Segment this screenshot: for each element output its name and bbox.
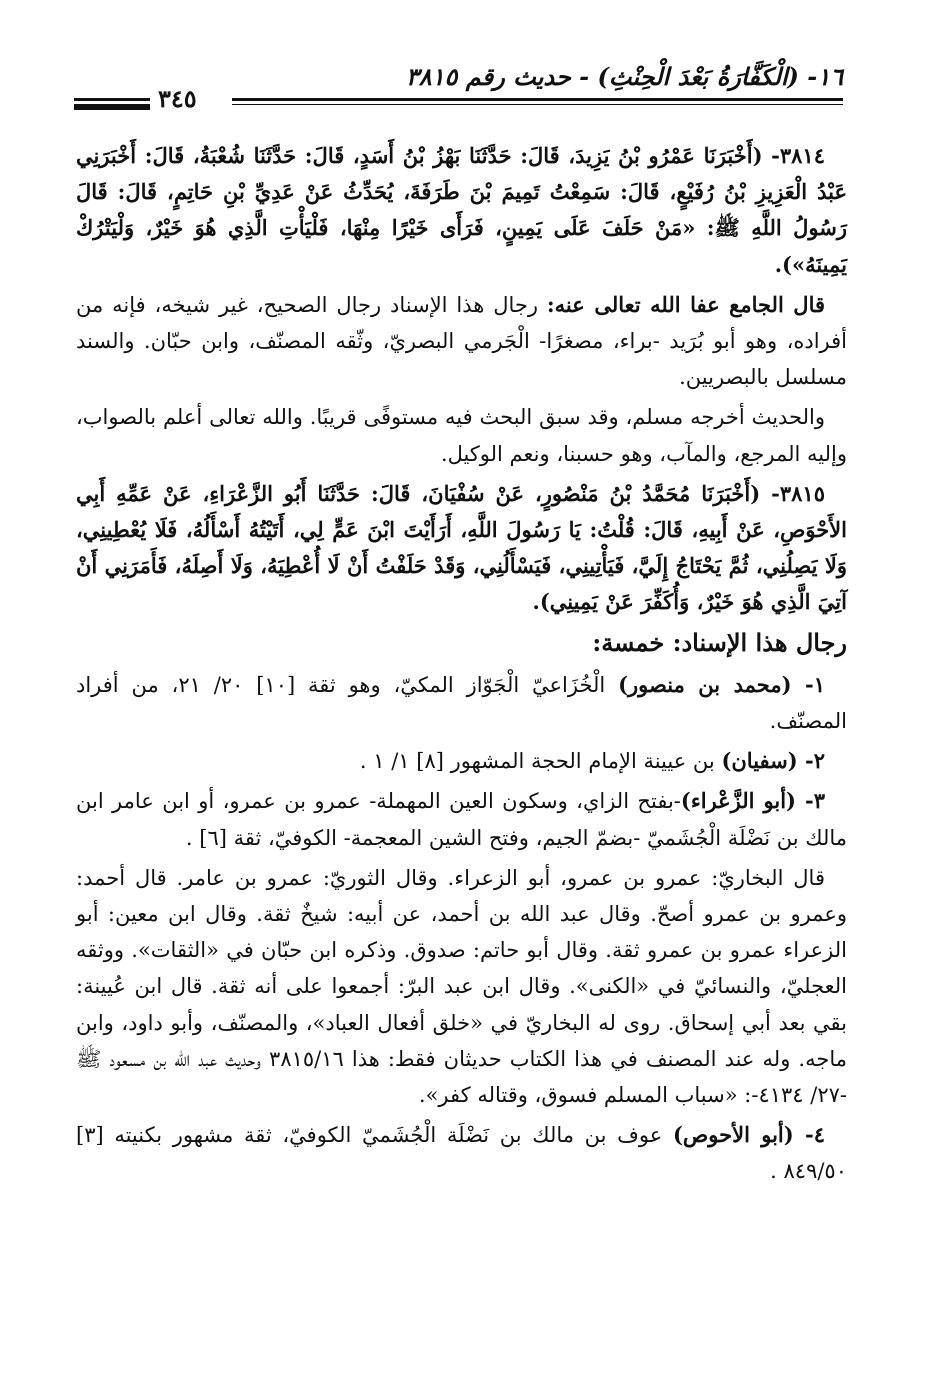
narrator-3-name: ٣- (أبو الزَّعْراء)	[680, 788, 825, 814]
narrator-1	[76, 667, 847, 739]
narrator-2-name: ٢- (سفيان)	[721, 748, 825, 774]
narrator-3-notes: قال البخاريّ: عمرو بن عمرو، أبو الزعراء. وقال الثوريّ: عمرو بن عامر. قال أحمد: وعمرو بن عمرو أصحّ. وقال عبد الله بن أحمد، عن أبيه: شيخٌ ثقة. وقال ابن معين: أبو الزعراء عمرو بن عمرو ثقة. وقال أبو حاتم: صدوق. وذكره ابن حبّان في «الثقات». ووثقه العجليّ، والنسائيّ في «الكنى». وقال ابن عبد البرّ: أجمعوا على أنه ثقة. قال ابن عُيينة: بقي بعد أبي إسحاق. روى له البخاريّ في «خلق أفعال العباد»، والمصنّف، وأبو داود، وابن ماجه. وله عند المصنف في هذا الكتاب حديثان فقط: هذا ٣٨١٥/١٦ وحديث عبد الله بن مسعود ﷺ -٢٧/ ٤١٣٤-: «سباب المسلم فسوق، وقتاله كفر».	[76, 865, 847, 1108]
commentary-text: رجال هذا الإسناد رجال الصحيح، غير شيخه، فإنه من أفراده، وهو أبو بُرَيد -براء، مصغرًا- الْجَرمي البصريّ، وثّقه المصنّف، وابن حبّان. والسند مسلسل بالبصريين.	[76, 292, 847, 390]
narrator-4-text: عوف بن مالك بن نَضْلَة الْجُشَميّ الكوفيّ، ثقة مشهور بكنيته [٣] ٨٤٩/٥٠ .	[76, 1123, 847, 1184]
narrator-2	[76, 743, 847, 779]
narrator-1-text: الْخُزَاعيّ الْجَوّاز المكيّ، وهو ثقة [١٠] ٢٠/ ٢١، من أفراد المصنّف.	[76, 672, 847, 734]
narrator-4	[76, 1117, 847, 1189]
hadith-3815: ٣٨١٥- (أَخْبَرَنَا مُحَمَّدُ بْنُ مَنْصُورٍ، عَنْ سُفْيَانَ، قَالَ: حَدَّثَنَا أَبُو الزَّعْرَاءِ، عَنْ عَمِّهِ أَبِي الأَحْوَصِ، عَنْ أَبِيهِ، قَالَ: قُلْتُ: يَا رَسُولَ اللَّهِ، أَرَأَيْتَ ابْنَ عَمٍّ لِي، أَتَيْتُهُ أَسْأَلُهُ، فَلَا يُعْطِينِي، وَلَا يَصِلُنِي، ثُمَّ يَحْتَاجُ إِلَيَّ، فَيَأْتِينِي، فَيَسْأَلُنِي، وَقَدْ حَلَفْتُ أَنْ لَا أُعْطِيَهُ، وَلَا أَصِلَهُ، فَأَمَرَنِي أَنْ آتِيَ الَّذِي هُوَ خَيْرٌ، وَأُكَفِّرَ عَنْ يَمِينِي).	[76, 480, 847, 615]
commentary-lead: قال الجامع عفا الله تعالى عنه:	[546, 291, 826, 317]
hadith-3814: ٣٨١٤- (أَخْبَرَنَا عَمْرُو بْنُ يَزِيدَ، قَالَ: حَدَّثَنَا بَهْزُ بْنُ أَسَدٍ، قَالَ: حَدَّثَنَا شُعْبَةُ، قَالَ: أَخْبَرَنِي عَبْدُ الْعَزِيزِ بْنُ رُفَيْعٍ، قَالَ: سَمِعْتُ تَمِيمَ بْنَ طَرَفَةَ، يُحَدِّثُ عَنْ عَدِيِّ بْنِ حَاتِمٍ، قَالَ: قَالَ رَسُولُ اللَّهِ ﷺ: «مَنْ حَلَفَ عَلَى يَمِينٍ، فَرَأَى خَيْرًا مِنْهَا، فَلْيَأْتِ الَّذِي هُوَ خَيْرٌ، وَلْيَتْرُكْ يَمِينَهُ»).	[76, 143, 847, 277]
page-header	[72, 62, 843, 132]
running-title: ١٦- (الْكَفَّارَةُ بَعْدَ الْحِنْثِ) - حديث رقم ٣٨١٥	[405, 62, 843, 91]
narrator-3	[76, 783, 847, 855]
narrator-4-name: ٤- (أبو الأحوص)	[672, 1122, 825, 1148]
header-rule-left	[74, 98, 150, 101]
narrator-2-text: بن عيينة الإمام الحجة المشهور [٨] ١/ ١ .	[359, 749, 722, 774]
commentary-paragraph-2: والحديث أخرجه مسلم، وقد سبق البحث فيه مستوفًى قريبًا. والله تعالى أعلم بالصواب، وإليه المرجع، والمآب، وهو حسبنا، ونعم الوكيل.	[76, 405, 847, 466]
narrator-3-text: -بفتح الزاي، وسكون العين المهملة- عمرو بن عمرو، أو ابن عامر ابن مالك بن نَضْلَة الْجُشَميّ -بضمّ الجيم، وفتح الشين المعجمة- الكوفيّ، ثقة [٦] .	[76, 789, 847, 850]
narrators-heading: رجال هذا الإسناد: خمسة:	[592, 627, 847, 657]
commentary-paragraph-1	[76, 287, 847, 396]
page-body	[76, 138, 847, 1194]
narrator-1-name: ١- (محمد بن منصور)	[618, 671, 825, 697]
header-rule-right	[232, 98, 843, 101]
page-number: ٣٤٥	[152, 84, 203, 113]
